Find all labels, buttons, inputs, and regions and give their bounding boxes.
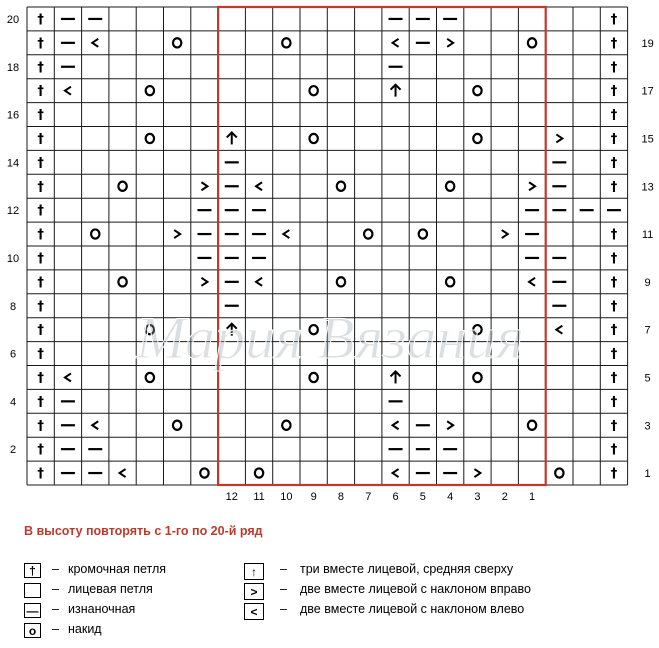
edge-stitch-symbol: †: [37, 418, 44, 434]
yarn-over-symbol: [118, 182, 126, 191]
edge-stitch-symbol: †: [37, 275, 44, 291]
row-label: 7: [644, 324, 651, 337]
yarn-over-symbol: [337, 182, 345, 191]
legend-label: три вместе лицевой, средняя сверху: [300, 562, 514, 576]
column-label: 4: [447, 491, 454, 503]
yarn-over-symbol: [91, 229, 99, 238]
yarn-over-symbol: [200, 468, 208, 477]
yarn-over-symbol: [282, 421, 290, 430]
slant-left-symbol: [120, 469, 126, 477]
edge-stitch-symbol: †: [37, 179, 44, 195]
legend-label: изнаночная: [68, 602, 136, 616]
row-label: 9: [644, 276, 651, 289]
legend-label: накид: [68, 622, 102, 636]
slant-left-symbol: [256, 278, 262, 286]
edge-stitch-symbol: †: [37, 299, 44, 315]
yarn-over-symbol: [446, 277, 454, 286]
edge-stitch-symbol: †: [37, 227, 44, 243]
edge-stitch-symbol: †: [610, 418, 618, 434]
edge-stitch-symbol: †: [37, 203, 44, 219]
slant-left-symbol: [256, 182, 262, 190]
column-label: 11: [253, 491, 265, 503]
slant-right-symbol: [447, 39, 453, 47]
edge-stitch-symbol: †: [610, 466, 618, 482]
yarn-over-symbol: [473, 86, 481, 95]
edge-stitch-symbol: †: [610, 251, 618, 267]
yarn-over-symbol: [364, 229, 372, 238]
edge-stitch-symbol: †: [610, 394, 618, 410]
edge-stitch-symbol: †: [610, 179, 618, 195]
slant-right-symbol: [201, 182, 207, 190]
yarn-over-symbol: [173, 38, 181, 47]
edge-stitch-symbol: †: [37, 36, 44, 52]
edge-stitch-symbol: †: [37, 370, 44, 386]
edge-stitch-symbol: †: [610, 227, 618, 243]
column-label: 7: [365, 491, 372, 503]
edge-stitch-symbol: †: [37, 323, 44, 339]
row-label: 20: [6, 13, 20, 26]
legend-label: две вместе лицевой с наклоном вправо: [300, 582, 531, 596]
slant-right-symbol: [556, 134, 562, 142]
edge-stitch-symbol: †: [37, 60, 44, 76]
edge-stitch-symbol: †: [37, 394, 44, 410]
yarn-over-symbol: [173, 421, 181, 430]
slant-left-symbol: [283, 230, 289, 238]
column-label: 1: [528, 491, 536, 503]
column-label: 5: [419, 491, 426, 503]
legend-label: две вместе лицевой с наклоном влево: [300, 602, 525, 616]
slant-right-icon: >: [244, 583, 264, 600]
watermark: Мария Вязания: [135, 305, 525, 371]
edge-stitch-symbol: †: [37, 251, 44, 267]
row-label: 2: [9, 444, 17, 457]
edge-stitch-symbol: †: [37, 347, 44, 363]
row-label: 14: [6, 157, 20, 170]
edge-stitch-symbol: †: [37, 442, 44, 458]
slant-left-symbol: [529, 278, 535, 286]
edge-stitch-symbol: †: [37, 155, 44, 171]
edge-stitch-symbol: †: [610, 108, 618, 124]
row-label: 16: [6, 109, 20, 122]
row-label: 18: [6, 61, 20, 74]
yarn-over-symbol: [146, 86, 154, 95]
column-label: 3: [474, 491, 481, 503]
slant-right-symbol: [447, 421, 453, 429]
slant-left-icon: <: [244, 603, 264, 620]
yarn-over-symbol: [528, 421, 536, 430]
edge-stitch-symbol: †: [37, 131, 44, 147]
row-label: 6: [9, 348, 17, 361]
arrow-up-icon: ↑: [244, 563, 264, 580]
slant-right-symbol: [529, 182, 535, 190]
yarn-over-symbol: [555, 468, 563, 477]
row-label: 19: [641, 37, 654, 50]
edge-stitch-symbol: †: [610, 299, 618, 315]
row-label: 11: [641, 229, 654, 242]
row-label: 10: [6, 252, 20, 265]
edge-stitch-symbol: †: [610, 84, 618, 100]
edge-stitch-symbol: †: [610, 323, 618, 339]
slant-left-symbol: [556, 326, 562, 334]
edge-stitch-symbol: †: [610, 347, 618, 363]
edge-stitch-symbol: †: [37, 108, 44, 124]
repeat-note: В высоту повторять с 1-го по 20-й ряд: [24, 524, 263, 538]
yarn-over-symbol: [309, 134, 317, 143]
slant-left-symbol: [65, 87, 71, 95]
yarn-over-symbol: [146, 373, 154, 382]
column-label: 8: [337, 491, 345, 503]
edge-stitch-symbol: †: [610, 12, 618, 28]
yarn-over-icon: o: [24, 623, 41, 638]
yarn-over-symbol: [118, 277, 126, 286]
edge-stitch-symbol: †: [610, 60, 618, 76]
edge-stitch-symbol: †: [610, 442, 618, 458]
slant-right-symbol: [174, 230, 180, 238]
row-label: 3: [644, 420, 651, 433]
column-label: 9: [310, 491, 317, 503]
yarn-over-symbol: [473, 134, 481, 143]
slant-left-symbol: [393, 469, 399, 477]
row-label: 1: [644, 468, 651, 481]
edge-stitch-symbol: †: [610, 155, 618, 171]
edge-stitch-symbol: †: [610, 275, 618, 291]
edge-stitch-symbol: †: [610, 36, 618, 52]
legend-label: кромочная петля: [68, 562, 167, 576]
slant-left-symbol: [92, 39, 98, 47]
yarn-over-symbol: [309, 373, 317, 382]
edge-stitch-symbol: †: [37, 84, 44, 100]
yarn-over-symbol: [255, 468, 263, 477]
edge-stitch-symbol: †: [610, 370, 618, 386]
column-label: 6: [392, 491, 399, 503]
edge-stitch-symbol: †: [610, 131, 618, 147]
row-label: 15: [641, 133, 654, 146]
yarn-over-symbol: [419, 229, 427, 238]
edge-stitch-icon: †: [24, 563, 41, 578]
row-label: 13: [641, 181, 654, 194]
column-label: 12: [225, 491, 238, 503]
row-label: 8: [9, 300, 17, 313]
edge-stitch-symbol: †: [37, 466, 44, 482]
slant-left-symbol: [92, 421, 98, 429]
purl-stitch-icon: —: [24, 603, 41, 618]
slant-right-symbol: [201, 278, 207, 286]
column-label: 2: [501, 491, 508, 503]
yarn-over-symbol: [446, 182, 454, 191]
slant-left-symbol: [393, 39, 399, 47]
slant-left-symbol: [65, 373, 71, 381]
yarn-over-symbol: [337, 277, 345, 286]
row-label: 17: [641, 85, 654, 98]
slant-left-symbol: [393, 421, 399, 429]
knit-stitch-icon: [24, 583, 41, 598]
row-label: 4: [9, 396, 17, 409]
yarn-over-symbol: [146, 134, 154, 143]
row-label: 12: [6, 205, 20, 218]
legend-label: лицевая петля: [68, 582, 153, 596]
yarn-over-symbol: [309, 86, 317, 95]
slant-right-symbol: [502, 230, 508, 238]
column-label: 10: [280, 491, 293, 503]
edge-stitch-symbol: †: [37, 12, 44, 28]
yarn-over-symbol: [528, 38, 536, 47]
yarn-over-symbol: [282, 38, 290, 47]
yarn-over-symbol: [473, 373, 481, 382]
slant-right-symbol: [474, 469, 480, 477]
row-label: 5: [644, 372, 651, 385]
